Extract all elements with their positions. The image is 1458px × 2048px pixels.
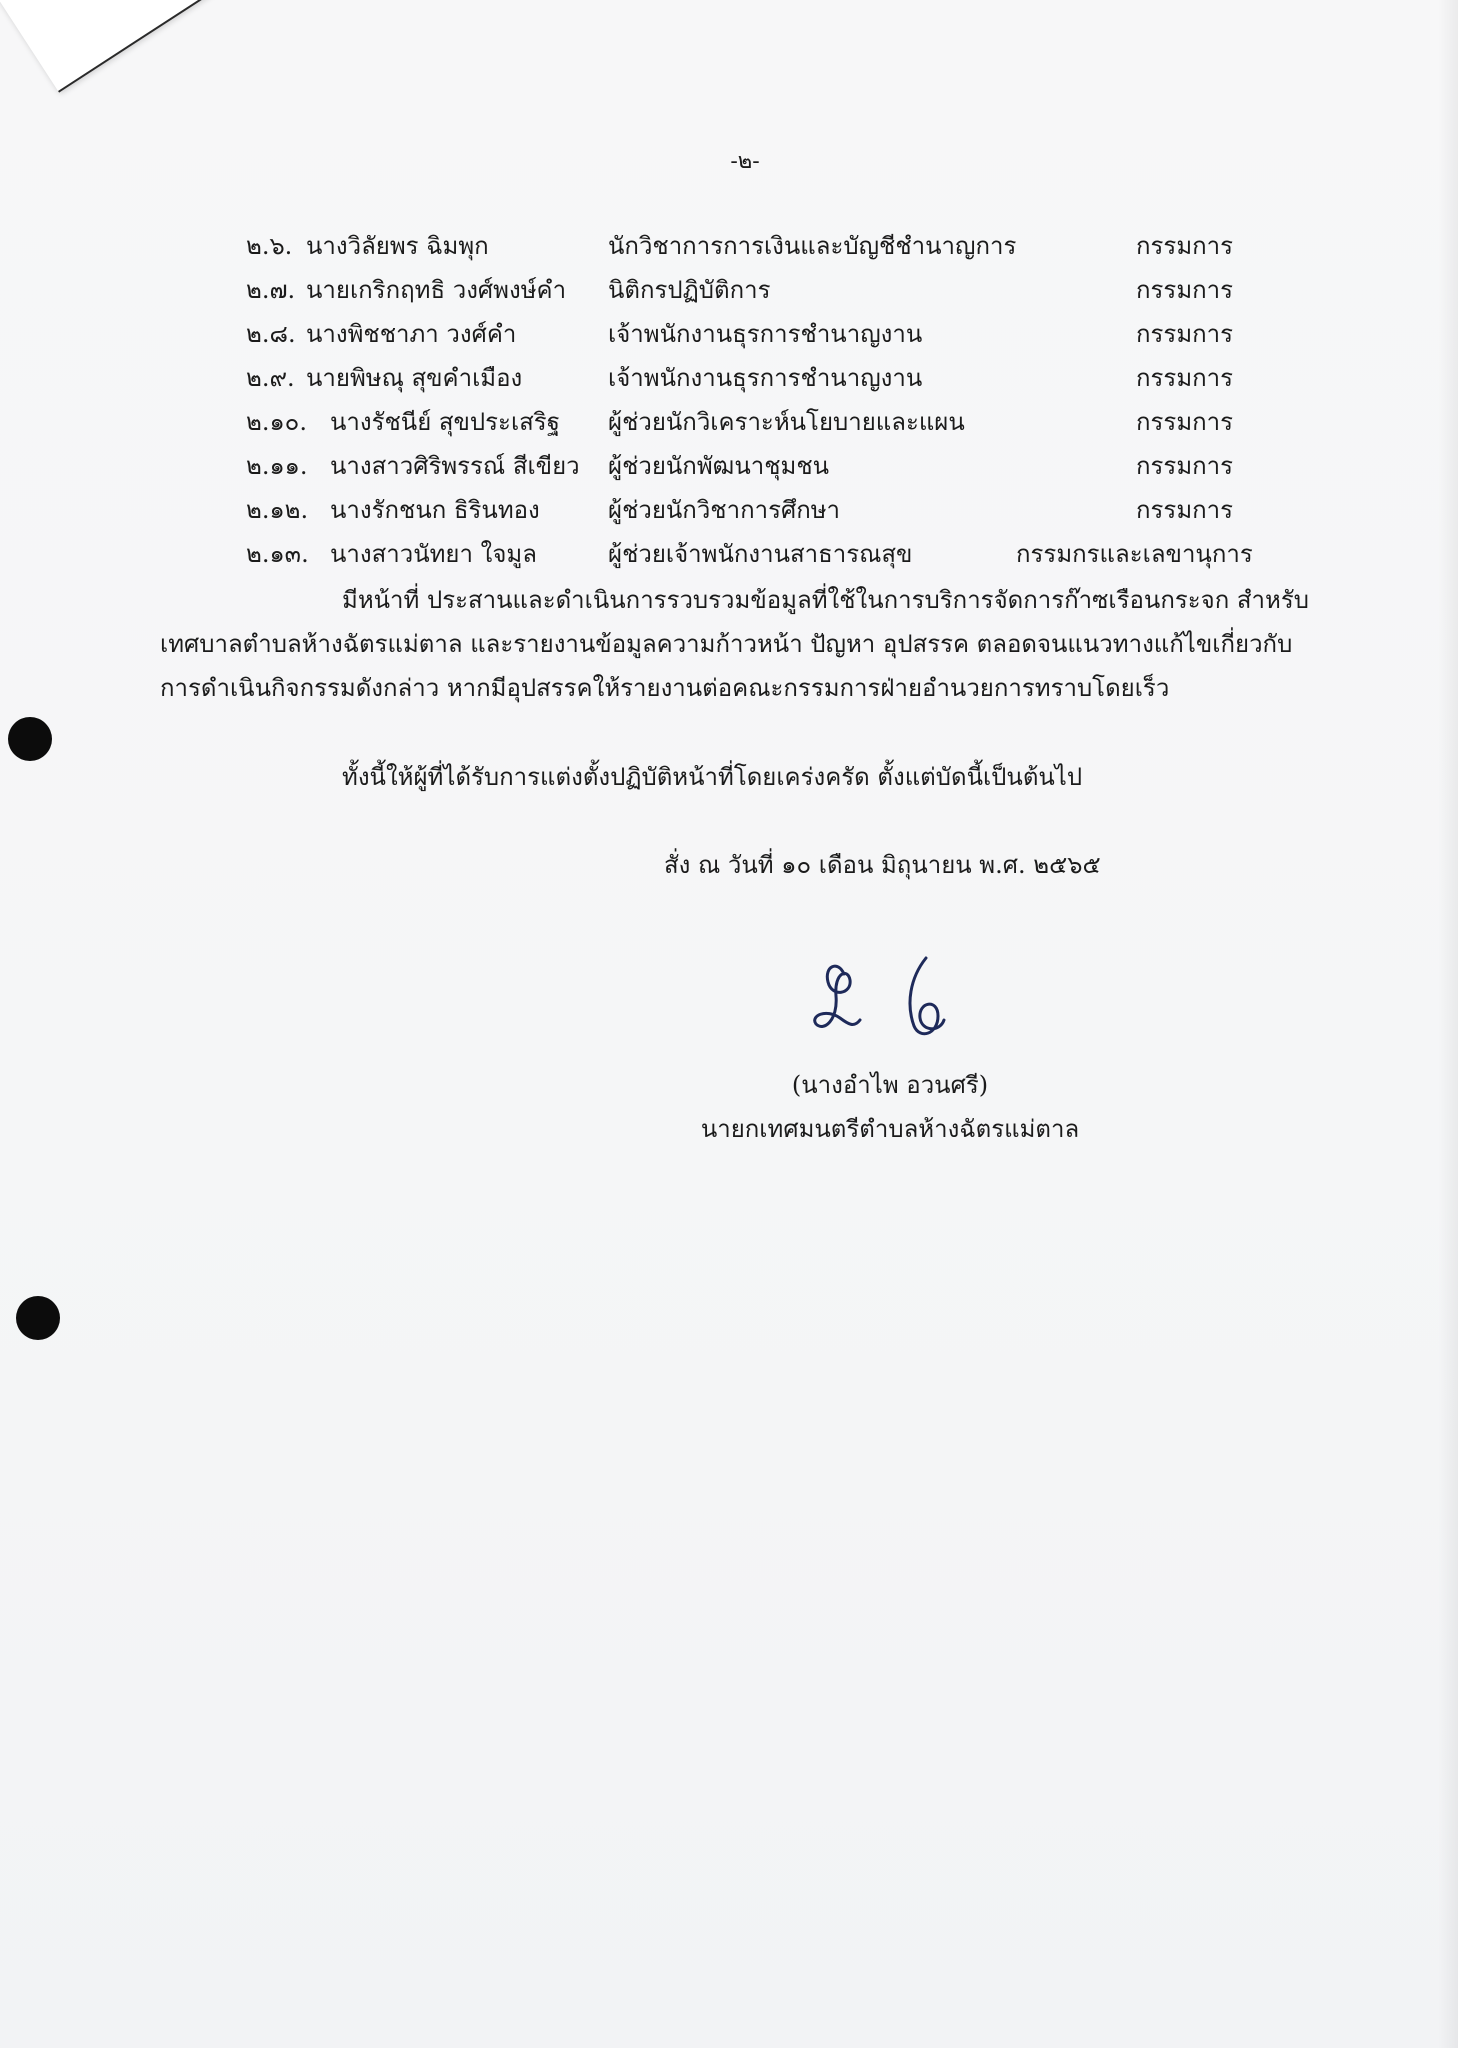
punch-hole: [8, 717, 52, 761]
member-row: [246, 488, 1286, 532]
member-name: นายเกริกฤทธิ วงศ์พงษ์คำ: [306, 276, 567, 304]
member-position: ผู้ช่วยนักพัฒนาชุมชน: [608, 452, 830, 480]
member-position: ผู้ช่วยนักวิเคราะห์นโยบายและแผน: [608, 408, 965, 436]
member-row: [246, 356, 1286, 400]
member-row: [246, 312, 1286, 356]
member-role: กรรมกรและเลขานุการ: [1016, 540, 1253, 568]
member-name: นางพิชชาภา วงศ์คำ: [306, 320, 517, 348]
member-name: นายพิษณุ สุขคำเมือง: [306, 364, 523, 392]
member-role: กรรมการ: [1136, 364, 1234, 392]
member-position: ผู้ช่วยเจ้าพนักงานสาธารณสุข: [608, 540, 913, 568]
member-name: นางสาวศิริพรรณ์ สีเขียว: [330, 452, 580, 480]
member-list: [246, 224, 1286, 576]
member-number: ๒.๙.: [246, 364, 295, 392]
member-role: กรรมการ: [1136, 232, 1234, 260]
member-row: [246, 400, 1286, 444]
signer-name: (นางอำไพ อวนศรี): [791, 1071, 989, 1099]
member-position: เจ้าพนักงานธุรการชำนาญงาน: [608, 320, 923, 348]
member-role: กรรมการ: [1136, 276, 1234, 304]
member-position: นักวิชาการการเงินและบัญชีชำนาญการ: [608, 232, 1017, 260]
member-number: ๒.๘.: [246, 320, 296, 348]
member-number: ๒.๑๒.: [246, 496, 309, 524]
order-date: สั่ง ณ วันที่ ๑๐ เดือน มิถุนายน พ.ศ. ๒๕๖๕: [664, 851, 1101, 879]
member-number: ๒.๖.: [246, 232, 293, 260]
member-role: กรรมการ: [1136, 408, 1234, 436]
member-name: นางรักชนก ธิรินทอง: [330, 496, 540, 524]
member-name: นางวิลัยพร ฉิมพุก: [306, 232, 489, 260]
member-role: กรรมการ: [1136, 496, 1234, 524]
member-position: เจ้าพนักงานธุรการชำนาญงาน: [608, 364, 923, 392]
member-name: นางสาวนัทยา ใจมูล: [330, 540, 537, 568]
signer-title: นายกเทศมนตรีตำบลห้างฉัตรแม่ตาล: [700, 1115, 1080, 1143]
member-row: [246, 532, 1286, 576]
duty-paragraph: มีหน้าที่ ประสานและดำเนินการรวบรวมข้อมูลที่ใช้ในการบริการจัดการก๊าซเรือนกระจก สำหรับเทศบาลตำบลห้างฉัตรแม่ตาล และรายงานข้อมูลความก้าวหน้า ปัญหา อุปสรรค ตลอดจนแนวทางแก้ไขเกี่ยวกับการดำเนินกิจกรรมดังกล่าว หากมีอุปสรรคให้รายงานต่อคณะกรรมการฝ่ายอำนวยการทราบโดยเร็ว: [160, 586, 1309, 702]
member-position: ผู้ช่วยนักวิชาการศึกษา: [608, 496, 841, 524]
member-row: [246, 268, 1286, 312]
member-position: นิติกรปฏิบัติการ: [608, 276, 771, 304]
page-edge-shadow: [1438, 0, 1458, 2048]
member-row: [246, 224, 1286, 268]
punch-hole: [16, 1296, 60, 1340]
member-row: [246, 444, 1286, 488]
member-role: กรรมการ: [1136, 452, 1234, 480]
folded-corner: [0, 0, 294, 93]
member-name: นางรัชนีย์ สุขประเสริฐ: [330, 408, 560, 436]
member-number: ๒.๑๐.: [246, 408, 307, 436]
member-role: กรรมการ: [1136, 320, 1234, 348]
member-number: ๒.๑๓.: [246, 540, 309, 568]
page-number: -๒-: [730, 149, 760, 174]
member-number: ๒.๑๑.: [246, 452, 308, 480]
effective-paragraph: ทั้งนี้ให้ผู้ที่ได้รับการแต่งตั้งปฏิบัติหน้าที่โดยเคร่งครัด ตั้งแต่บัดนี้เป็นต้นไป: [342, 763, 1083, 791]
signature: [806, 950, 986, 1040]
member-number: ๒.๗.: [246, 276, 296, 304]
